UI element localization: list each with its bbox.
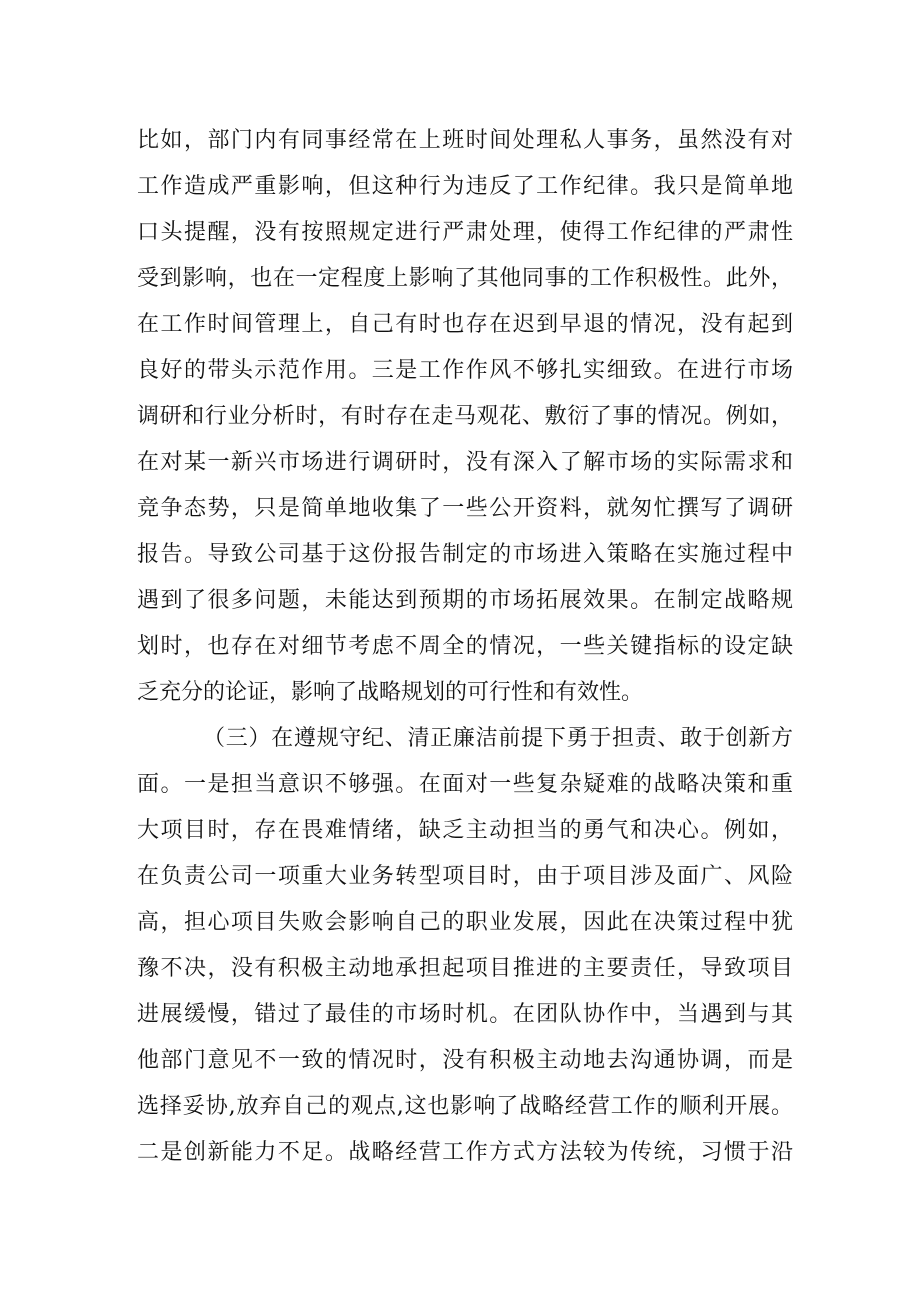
- text-line: 调研和行业分析时，有时存在走马观花、敷衍了事的情况。例如，: [137, 404, 793, 429]
- text-line: 划时，也存在对细节考虑不周全的情况，一些关键指标的设定缺: [137, 634, 793, 659]
- text-line: 遇到了很多问题，未能达到预期的市场拓展效果。在制定战略规: [137, 588, 793, 613]
- text-line: 工作造成严重影响，但这种行为违反了工作纪律。我只是简单地: [137, 174, 793, 199]
- text-line: 选择妥协,放弃自己的观点,这也影响了战略经营工作的顺利开展。: [137, 1094, 793, 1119]
- text-line: 豫不决，没有积极主动地承担起项目推进的主要责任，导致项目: [137, 956, 793, 981]
- text-line: 报告。导致公司基于这份报告制定的市场进入策略在实施过程中: [137, 542, 793, 567]
- text-line: 口头提醒，没有按照规定进行严肃处理，使得工作纪律的严肃性: [137, 220, 793, 245]
- text-line: 比如，部门内有同事经常在上班时间处理私人事务，虽然没有对: [137, 128, 793, 153]
- text-line: 二是创新能力不足。战略经营工作方式方法较为传统，习惯于沿: [137, 1140, 793, 1165]
- body-text: [137, 118, 793, 1176]
- text-line: 高，担心项目失败会影响自己的职业发展，因此在决策过程中犹: [137, 910, 793, 935]
- text-line: 良好的带头示范作用。三是工作作风不够扎实细致。在进行市场: [137, 358, 793, 383]
- text-line: 在工作时间管理上，自己有时也存在迟到早退的情况，没有起到: [137, 312, 793, 337]
- text-line: 大项目时，存在畏难情绪，缺乏主动担当的勇气和决心。例如，: [137, 818, 793, 843]
- text-line: 进展缓慢，错过了最佳的市场时机。在团队协作中，当遇到与其: [137, 1002, 793, 1027]
- text-line: 竞争态势，只是简单地收集了一些公开资料，就匆忙撰写了调研: [137, 496, 793, 521]
- text-line: 在对某一新兴市场进行调研时，没有深入了解市场的实际需求和: [137, 450, 793, 475]
- text-line: 他部门意见不一致的情况时，没有积极主动地去沟通协调，而是: [137, 1048, 793, 1073]
- text-line: 在负责公司一项重大业务转型项目时，由于项目涉及面广、风险: [137, 864, 793, 889]
- text-line: 面。一是担当意识不够强。在面对一些复杂疑难的战略决策和重: [137, 772, 793, 797]
- text-line: 乏充分的论证，影响了战略规划的可行性和有效性。: [137, 680, 644, 705]
- text-line: 受到影响，也在一定程度上影响了其他同事的工作积极性。此外，: [137, 266, 793, 291]
- text-line: （三）在遵规守纪、清正廉洁前提下勇于担责、敢于创新方: [203, 726, 793, 751]
